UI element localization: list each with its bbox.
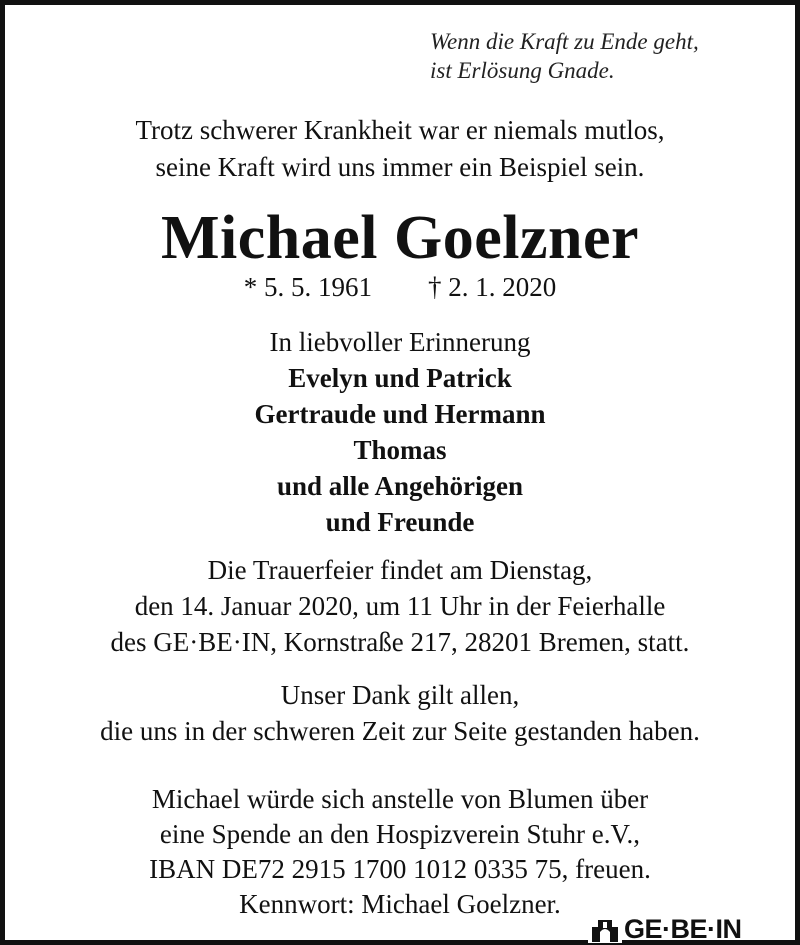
mourners-list xyxy=(0,360,800,540)
memory-section xyxy=(0,324,800,540)
intro-text xyxy=(0,112,800,186)
ceremony-line: den 14. Januar 2020, um 11 Uhr in der Feierhalle xyxy=(134,591,666,621)
logo-text: GE·BE·IN xyxy=(624,913,742,944)
life-dates xyxy=(0,270,800,304)
mourner-line: Gertraude und Hermann xyxy=(254,399,546,429)
gebein-mark-icon xyxy=(588,915,622,943)
donation-line: Kennwort: Michael Goelzner. xyxy=(239,889,561,919)
deceased-name: Michael Goelzner xyxy=(161,204,639,272)
donation-line: Michael würde sich anstelle von Blumen über xyxy=(151,784,649,814)
memory-intro: In liebvoller Erinnerung xyxy=(269,327,531,357)
ceremony-line: des GE·BE·IN, Kornstraße 217, 28201 Bremen, statt. xyxy=(110,627,690,657)
ceremony-line: Die Trauerfeier findet am Dienstag, xyxy=(207,555,593,585)
ceremony-info xyxy=(0,552,800,660)
donation-info xyxy=(0,782,800,922)
mourner-line: und Freunde xyxy=(325,507,475,537)
donation-line: eine Spende an den Hospizverein Stuhr e.V., xyxy=(159,819,641,849)
mourner-line: Evelyn und Patrick xyxy=(288,363,512,393)
thanks-line: Unser Dank gilt allen, xyxy=(280,680,520,710)
gebein-logo xyxy=(588,913,742,945)
thanks-line: die uns in der schweren Zeit zur Seite gestanden haben. xyxy=(100,716,700,746)
thanks-text xyxy=(0,677,800,749)
mourner-line: Thomas xyxy=(353,435,447,465)
intro-line: seine Kraft wird uns immer ein Beispiel sein. xyxy=(155,152,645,182)
death-date: † 2. 1. 2020 xyxy=(428,272,557,302)
mourner-line: und alle Angehörigen xyxy=(276,471,524,501)
motto-line: ist Erlösung Gnade. xyxy=(430,58,615,83)
birth-date: * 5. 5. 1961 xyxy=(243,272,372,302)
motto-line: Wenn die Kraft zu Ende geht, xyxy=(430,29,699,54)
motto xyxy=(430,27,770,85)
intro-line: Trotz schwerer Krankheit war er niemals mutlos, xyxy=(135,115,665,145)
donation-line: IBAN DE72 2915 1700 1012 0335 75, freuen. xyxy=(149,854,651,884)
